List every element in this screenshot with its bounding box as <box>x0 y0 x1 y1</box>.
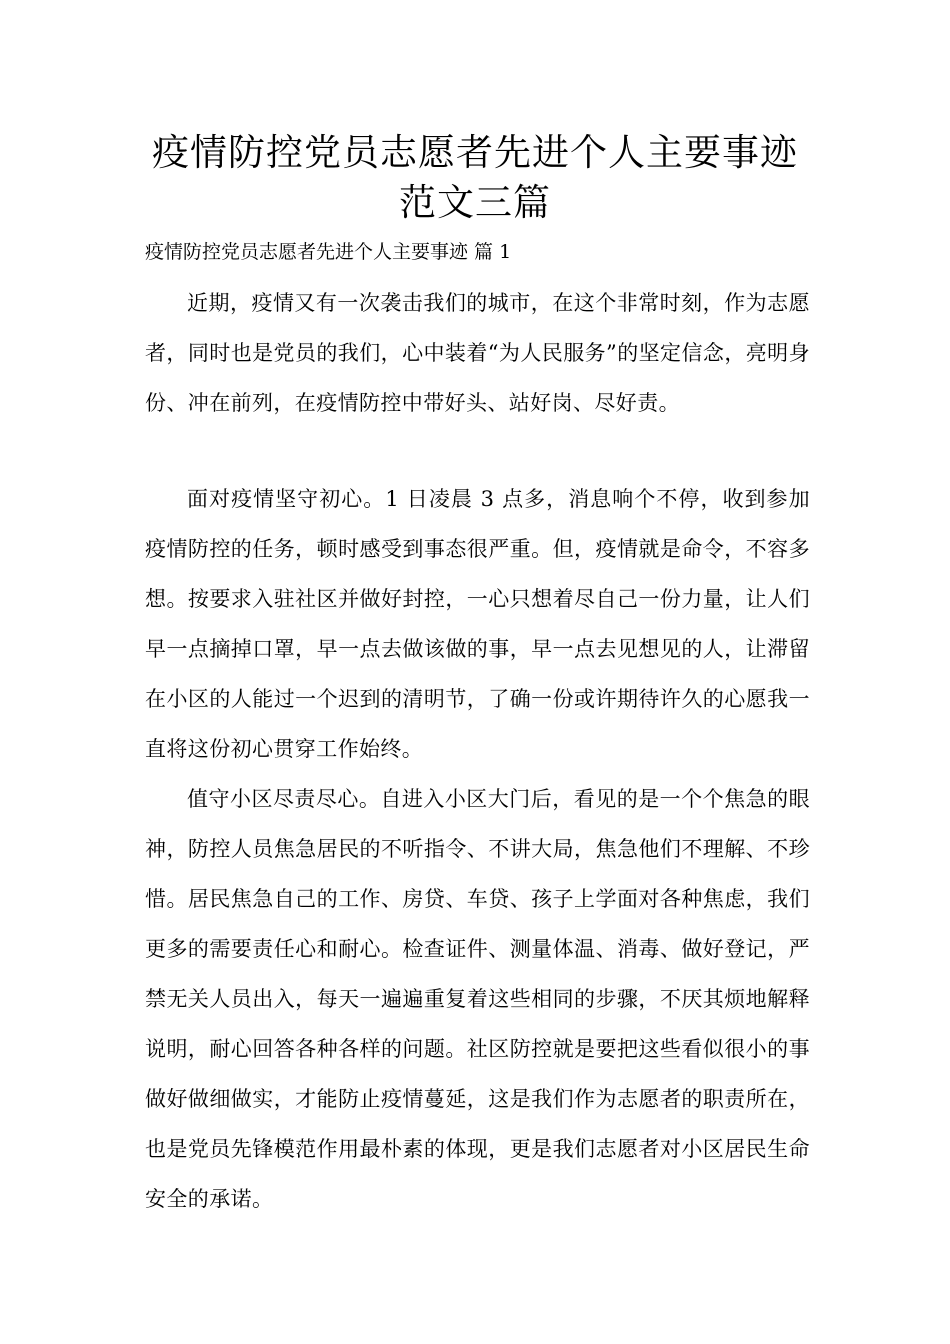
paragraph-3: 值守小区尽责尽心。自进入小区大门后，看见的是一个个焦急的眼神，防控人员焦急居民的不听指令、不讲大局，焦急他们不理解、不珍惜。居民焦急自己的工作、房贷、车贷、孩子上学面对各种焦虑，我们更多的需要责任心和耐心。检查证件、测量体温、消毒、做好登记，严禁无关人员出入，每天一遍遍重复着这些相同的步骤，不厌其烦地解释说明，耐心回答各种各样的问题。社区防控就是要把这些看似很小的事做好做细做实，才能防止疫情蔓延，这是我们作为志愿者的职责所在，也是党员先锋模范作用最朴素的体现，更是我们志愿者对小区居民生命安全的承诺。 <box>145 787 810 1211</box>
title-line-2: 范文三篇 <box>399 181 551 224</box>
title-line-1: 疫情防控党员志愿者先进个人主要事迹 <box>152 131 798 174</box>
section-heading: 疫情防控党员志愿者先进个人主要事迹 篇 1 <box>145 241 512 263</box>
document-title <box>110 128 840 228</box>
paragraph-1: 近期，疫情又有一次袭击我们的城市，在这个非常时刻，作为志愿者，同时也是党员的我们，心中装着“为人民服务”的坚定信念，亮明身份、冲在前列，在疫情防控中带好头、站好岗、尽好责。 <box>145 291 810 415</box>
paragraph-2: 面对疫情坚守初心。1 日凌晨 3 点多，消息响个不停，收到参加疫情防控的任务，顿时感受到事态很严重。但，疫情就是命令，不容多想。按要求入驻社区并做好封控，一心只想着尽自己一份力量，让人们早一点摘掉口罩，早一点去做该做的事，早一点去见想见的人，让滞留在小区的人能过一个迟到的清明节，了确一份或许期待许久的心愿我一直将这份初心贯穿工作始终。 <box>145 487 810 761</box>
